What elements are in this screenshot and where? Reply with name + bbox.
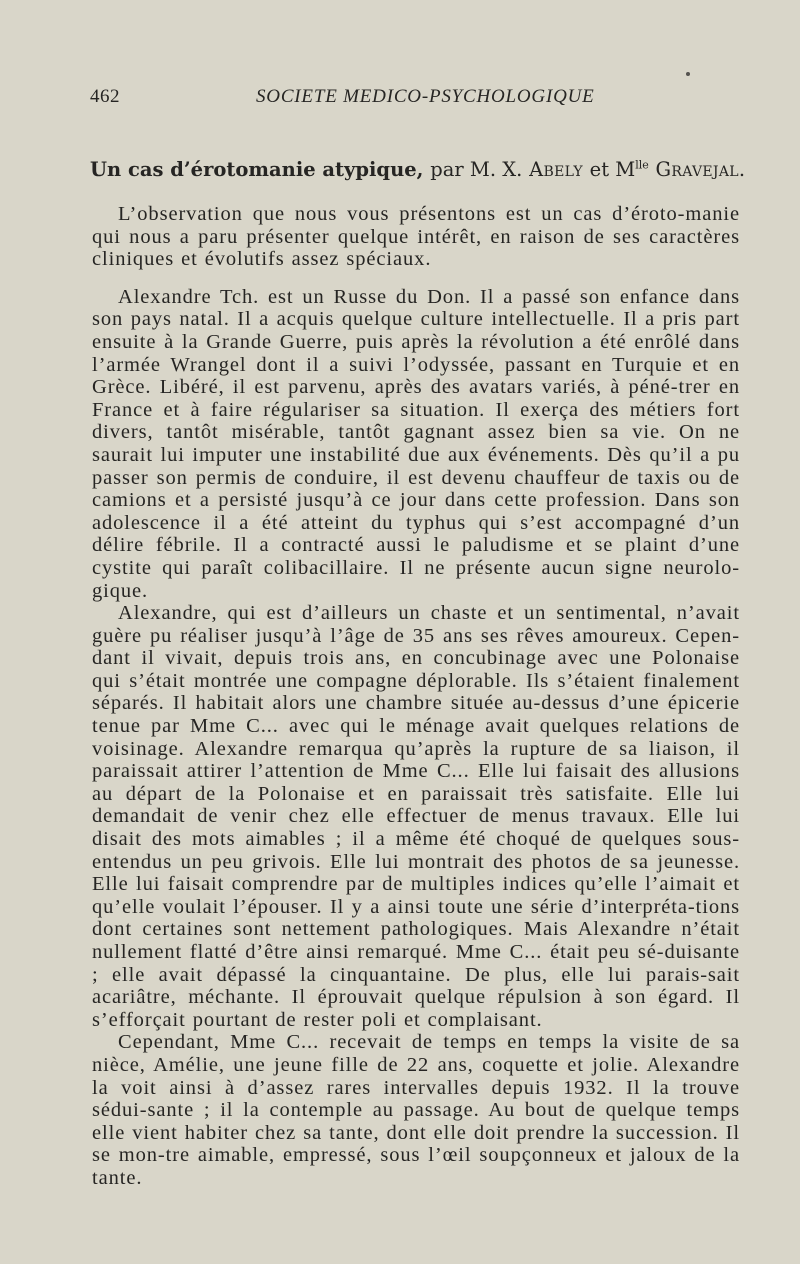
running-head: SOCIETE MEDICO-PSYCHOLOGIQUE <box>256 86 595 107</box>
title-and: et M <box>589 158 636 181</box>
author-abely: Abely <box>529 158 583 181</box>
paragraph: Alexandre Tch. est un Russe du Don. Il a passé son enfance dans son pays natal. Il a acquis quelque culture intellectuelle. Il a pris part ensuite à la Grande Guerre, puis après la révolution a été enrôlé dans l’armée Wrangel dont il a suivi l’odyssée, passant en Turquie et en Grèce. Libéré, il est parvenu, après des avatars variés, à péné-trer en France et à faire régulariser sa situation. Il exerça des métiers fort divers, tantôt misérable, tantôt gagnant assez bien sa vie. On ne saurait lui imputer une instabilité due aux événements. Dès qu’il a pu passer son permis de conduire, il est devenu chauffeur de taxis ou de camions et a persisté jusqu’à ce jour dans cette profession. Dans son adolescence il a été atteint du typhus qui s’est accompagné d’un délire fébrile. Il a contracté aussi le paludisme et se plaint d’une cystite qui paraît colibacillaire. Il ne présente aucun signe neurolo-gique. <box>92 285 740 602</box>
article-title <box>90 158 750 181</box>
page-number: 462 <box>90 86 120 107</box>
paragraph: Alexandre, qui est d’ailleurs un chaste et un sentimental, n’avait guère pu réaliser jusqu’à l’âge de 35 ans ses rêves amoureux. Cepen-dant il vivait, depuis trois ans, en concubinage avec une Polonaise qui s’était montrée une compagne déplorable. Ils s’étaient finalement séparés. Il habitait alors une chambre située au-dessus d’une épicerie tenue par Mme C... avec qui le ménage avait quelques relations de voisinage. Alexandre remarqua qu’après la rupture de sa liaison, il paraissait attirer l’attention de Mme C... Elle lui faisait des allusions au départ de la Polonaise et en paraissait très satisfaite. Elle lui demandait de venir chez elle effectuer de menus travaux. Elle lui disait des mots aimables ; il a même été choqué de quelques sous-entendus un peu grivois. Elle lui montrait des photos de sa jeunesse. Elle lui faisait comprendre par de multiples indices qu’elle l’aimait et qu’elle voulait l’épouser. Il y a ainsi toute une série d’interpréta-tions dont certaines sont nettement pathologiques. Mais Alexandre n’était nullement flatté d’être ainsi remarqué. Mme C... était peu sé-duisante ; elle avait dépassé la cinquantaine. De plus, elle lui parais-sait acariâtre, méchante. Il éprouvait quelque répulsion à son égard. Il s’efforçait pourtant de rester poli et complaisant. <box>92 602 740 1031</box>
paragraph: L’observation que nous vous présentons est un cas d’éroto-manie qui nous a paru présenter quelque intérêt, en raison de ses caractères cliniques et évolutifs assez spéciaux. <box>92 203 740 271</box>
title-sup: lle <box>635 158 649 172</box>
paragraph: Cependant, Mme C... recevait de temps en temps la visite de sa nièce, Amélie, une jeune fille de 22 ans, coquette et jolie. Alexandre la voit ainsi à d’assez rares intervalles depuis 1932. Il la trouve sédui-sante ; il la contemple au passage. Au bout de quelque temps elle vient habiter chez sa tante, dont elle doit prendre la succession. Il se mon-tre aimable, empressé, sous l’œil soupçonneux et jaloux de la tante. <box>92 1031 740 1189</box>
paper-speck <box>686 72 690 76</box>
title-by: par M. X. <box>430 158 523 181</box>
page-header <box>90 86 740 116</box>
author-gravejal: Gravejal. <box>655 158 746 181</box>
title-main: Un cas d’érotomanie atypique, <box>90 158 424 181</box>
article-body <box>92 203 740 1190</box>
